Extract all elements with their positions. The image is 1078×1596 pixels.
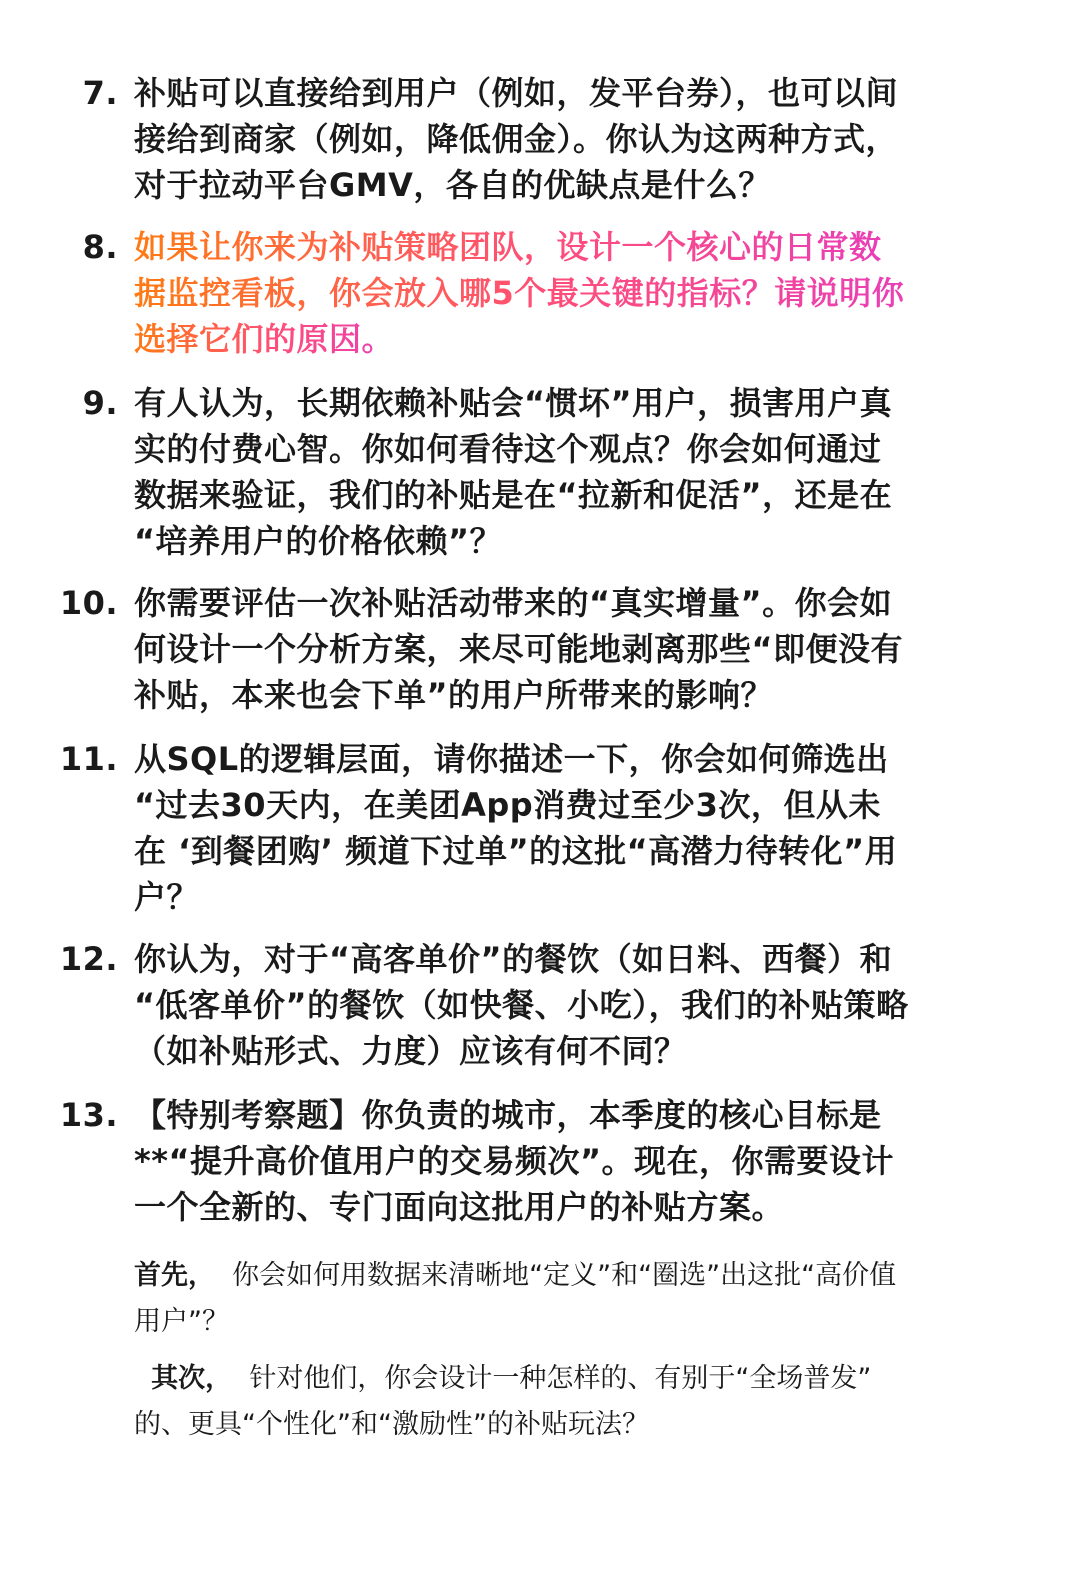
- text-line: 有人认为，长期依赖补贴会“惯坏”用户，损害用户真: [134, 384, 893, 422]
- sub-item-lead: 首先，: [134, 1260, 215, 1291]
- question-number: 7.: [82, 74, 118, 112]
- text-line: 实的付费心智。你如何看待这个观点？你会如何通过: [134, 430, 882, 468]
- text-line: 你需要评估一次补贴活动带来的“真实增量”。你会如: [134, 584, 893, 622]
- question-text-highlighted: [134, 224, 974, 362]
- text-line: 的、更具“个性化”和“激励性”的补贴玩法？: [134, 1409, 649, 1440]
- text-line: 一个全新的、专门面向这批用户的补贴方案。: [134, 1188, 785, 1226]
- question-text: [134, 736, 974, 920]
- text-line: 数据来验证，我们的补贴是在“拉新和促活”，还是在: [134, 476, 893, 514]
- text-line: 补贴可以直接给到用户（例如，发平台券），也可以间: [134, 74, 899, 112]
- text-line: 户？: [134, 878, 200, 916]
- question-number: 8.: [82, 228, 118, 266]
- text-line: 你会如何用数据来清晰地“定义”和“圈选”出这批“高价值: [232, 1260, 897, 1291]
- sub-item-lead: 其次，: [151, 1363, 233, 1394]
- question-text: [134, 380, 974, 564]
- text-line: 用户”？: [134, 1306, 229, 1337]
- text-line: 【特别考察题】你负责的城市，本季度的核心目标是: [134, 1096, 882, 1134]
- text-line: “低客单价”的餐饮（如快餐、小吃），我们的补贴策略: [134, 986, 909, 1024]
- text-line: “培养用户的价格依赖”？: [134, 522, 503, 560]
- text-line: 据监控看板，你会放入哪5个最关键的指标？请说明你: [134, 274, 905, 312]
- text-line: 补贴，本来也会下单”的用户所带来的影响？: [134, 676, 774, 714]
- text-line: “过去30天内，在美团App消费过至少3次，但从未: [134, 786, 881, 824]
- text-line: **“提升高价值用户的交易频次”。现在，你需要设计: [134, 1142, 895, 1180]
- text-line: 对于拉动平台GMV，各自的优缺点是什么？: [134, 166, 771, 204]
- text-line: 如果让你来为补贴策略团队，设计一个核心的日常数: [134, 228, 882, 266]
- text-line: 接给到商家（例如，降低佣金）。你认为这两种方式，: [134, 120, 899, 158]
- question-number: 11.: [59, 740, 118, 778]
- text-line: 从SQL的逻辑层面，请你描述一下，你会如何筛选出: [134, 740, 889, 778]
- text-line: 在 ‘到餐团购’ 频道下过单”的这批“高潜力待转化”用: [134, 832, 898, 870]
- text-line: 你认为，对于“高客单价”的餐饮（如日料、西餐）和: [134, 940, 893, 978]
- text-line: 何设计一个分析方案，来尽可能地剥离那些“即便没有: [134, 630, 904, 668]
- question-number: 9.: [82, 384, 118, 422]
- question-number: 13.: [59, 1096, 118, 1134]
- text-line: 针对他们，你会设计一种怎样的、有别于“全场普发”: [249, 1363, 872, 1394]
- sub-item-second: [134, 1356, 994, 1448]
- question-text: [134, 1092, 974, 1230]
- text-line: （如补贴形式、力度）应该有何不同？: [134, 1032, 687, 1070]
- sub-item-first: [134, 1253, 994, 1345]
- question-number: 12.: [59, 940, 118, 978]
- question-number: 10.: [59, 584, 118, 622]
- question-text: [134, 70, 974, 208]
- question-text: [134, 936, 974, 1074]
- text-line: 选择它们的原因。: [134, 320, 395, 358]
- question-text: [134, 580, 974, 718]
